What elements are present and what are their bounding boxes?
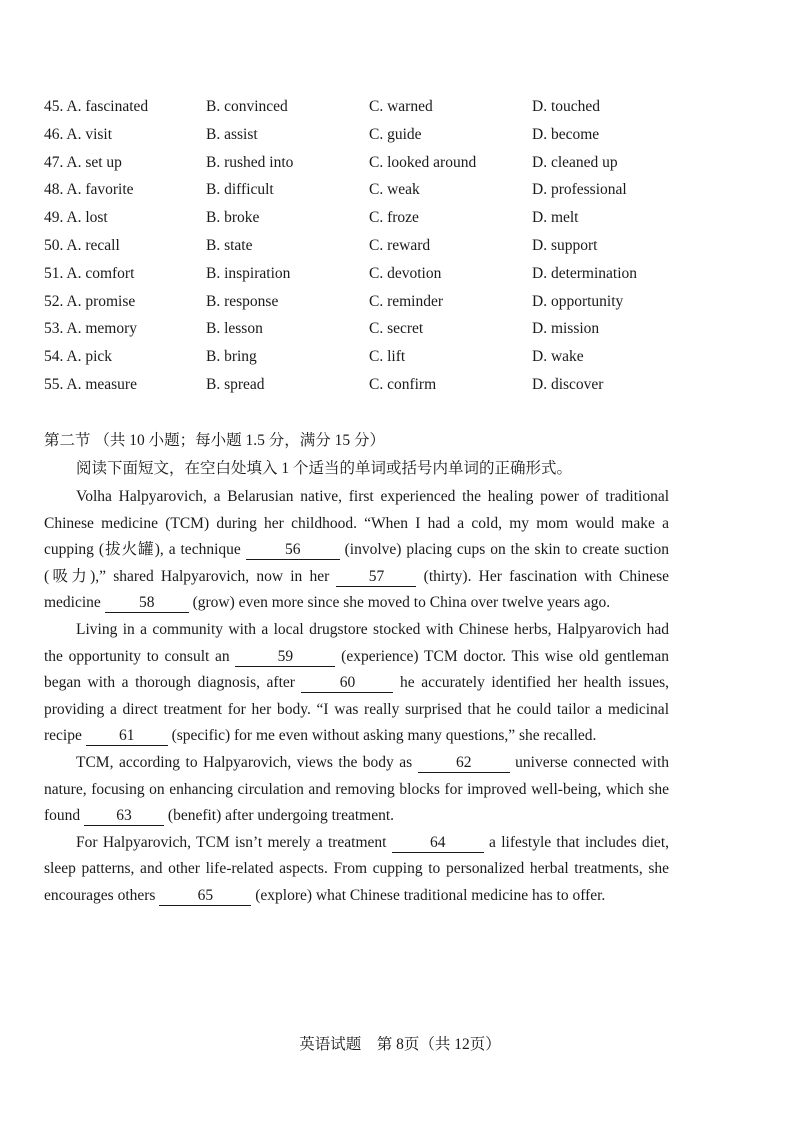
option-d: D. become xyxy=(532,125,600,143)
option-a: 46. A. visit xyxy=(44,125,113,143)
option-a: 49. A. lost xyxy=(44,209,108,227)
blank-58: 58 xyxy=(105,594,189,613)
option-c: C. guide xyxy=(369,125,422,143)
option-a: 55. A. measure xyxy=(44,375,137,393)
blank-63: 63 xyxy=(84,807,164,826)
option-table xyxy=(44,96,764,402)
option-d: D. wake xyxy=(532,348,584,366)
option-d: D. cleaned up xyxy=(532,153,618,171)
option-d: D. melt xyxy=(532,209,579,227)
option-a: 51. A. comfort xyxy=(44,264,135,282)
option-a: 54. A. pick xyxy=(44,348,113,366)
option-c: C. confirm xyxy=(369,375,437,393)
option-c: C. looked around xyxy=(369,153,477,171)
option-b: B. rushed into xyxy=(206,153,294,171)
option-c: C. warned xyxy=(369,98,433,115)
option-c: C. froze xyxy=(369,209,419,227)
paragraph-1 xyxy=(44,484,669,617)
page-footer: 英语试题 第 8页（共 12页） xyxy=(299,1036,501,1053)
passage-text: For Halpyarovich, TCM isn’t merely a treatment xyxy=(76,833,392,851)
passage-text: (explore) what Chinese traditional medicine has to offer. xyxy=(251,886,606,904)
option-c: C. secret xyxy=(369,320,424,338)
passage-text: (specific) for me even without asking many questions,” she recalled. xyxy=(167,727,597,745)
passage-text: a lifestyle that includes diet, sleep patterns, and other life-related aspects. From cupping to personalized herbal treatments, she encourages others xyxy=(44,833,669,904)
option-c: C. reward xyxy=(369,236,431,254)
option-b: B. difficult xyxy=(206,181,274,199)
option-c: C. devotion xyxy=(369,264,442,282)
passage-text: (thirty). Her fascination with Chinese medicine xyxy=(44,567,669,612)
option-d: D. mission xyxy=(532,320,600,338)
option-row xyxy=(44,318,764,346)
paragraph-2 xyxy=(44,617,669,750)
option-row xyxy=(44,346,764,374)
option-a: 53. A. memory xyxy=(44,320,137,338)
option-row xyxy=(44,235,764,263)
blank-61: 61 xyxy=(86,727,168,746)
paragraph-4 xyxy=(44,830,669,910)
passage-text: Volha Halpyarovich, a Belarusian native, first experienced the healing power of traditional Chinese medicine (TCM) during her childhood. “When I had a cold, my mom would make a cupping (拔火罐), a technique xyxy=(44,488,669,559)
option-d: D. touched xyxy=(532,98,601,115)
option-b: B. convinced xyxy=(206,98,288,115)
option-b: B. spread xyxy=(206,375,265,393)
option-d: D. determination xyxy=(532,264,638,282)
option-b: B. bring xyxy=(206,348,257,366)
blank-57: 57 xyxy=(336,568,416,587)
option-b: B. state xyxy=(206,236,253,254)
passage-text: Living in a community with a local drugstore stocked with Chinese herbs, Halpyarovich had the opportunity to consult an xyxy=(44,620,669,665)
option-d: D. professional xyxy=(532,181,627,199)
section-title: 第二节 （共 10 小题；每小题 1.5 分，满分 15 分） xyxy=(44,432,386,449)
passage-text: (involve) placing cups on the skin to create suction (吸力),” shared Halpyarovich, now in her xyxy=(44,541,669,585)
option-a: 50. A. recall xyxy=(44,236,120,254)
option-b: B. inspiration xyxy=(206,264,291,282)
blank-56: 56 xyxy=(246,541,340,560)
option-b: B. response xyxy=(206,292,279,310)
option-row xyxy=(44,179,764,207)
option-row xyxy=(44,96,764,124)
paragraph-3 xyxy=(44,750,669,830)
option-c: C. lift xyxy=(369,348,406,366)
passage-text: he accurately identified her health issues, providing a direct treatment for her body. “I was really surprised that he could tailor a medicinal recipe xyxy=(44,674,669,745)
blank-65: 65 xyxy=(159,887,251,906)
option-b: B. broke xyxy=(206,209,260,227)
blank-59: 59 xyxy=(235,648,335,667)
option-a: 45. A. fascinated xyxy=(44,98,149,115)
option-row xyxy=(44,124,764,152)
option-a: 52. A. promise xyxy=(44,292,136,310)
option-row xyxy=(44,291,764,319)
option-c: C. reminder xyxy=(369,292,444,310)
option-row xyxy=(44,263,764,291)
blank-64: 64 xyxy=(392,834,484,853)
blank-62: 62 xyxy=(418,754,510,773)
option-a: 48. A. favorite xyxy=(44,181,134,199)
passage-text: universe connected with nature, focusing on enhancing circulation and removing blocks for improved well-being, which she found xyxy=(44,753,670,825)
option-c: C. weak xyxy=(369,181,420,199)
passage-text: (grow) even more since she moved to China over twelve years ago. xyxy=(188,594,611,612)
option-b: B. assist xyxy=(206,125,258,143)
instruction: 阅读下面短文，在空白处填入 1 个适当的单词或括号内单词的正确形式。 xyxy=(76,460,573,477)
option-row xyxy=(44,207,764,235)
option-b: B. lesson xyxy=(206,320,263,338)
blank-60: 60 xyxy=(301,674,393,693)
option-d: D. opportunity xyxy=(532,292,624,310)
option-row xyxy=(44,152,764,180)
passage xyxy=(44,484,669,910)
passage-text: (experience) TCM doctor. This wise old gentleman began with a thorough diagnosis, after xyxy=(44,647,669,692)
option-a: 47. A. set up xyxy=(44,153,122,171)
option-d: D. support xyxy=(532,236,598,254)
passage-text: (benefit) after undergoing treatment. xyxy=(164,807,395,825)
option-row xyxy=(44,374,764,402)
passage-text: TCM, according to Halpyarovich, views the body as xyxy=(76,753,418,771)
option-d: D. discover xyxy=(532,375,604,393)
